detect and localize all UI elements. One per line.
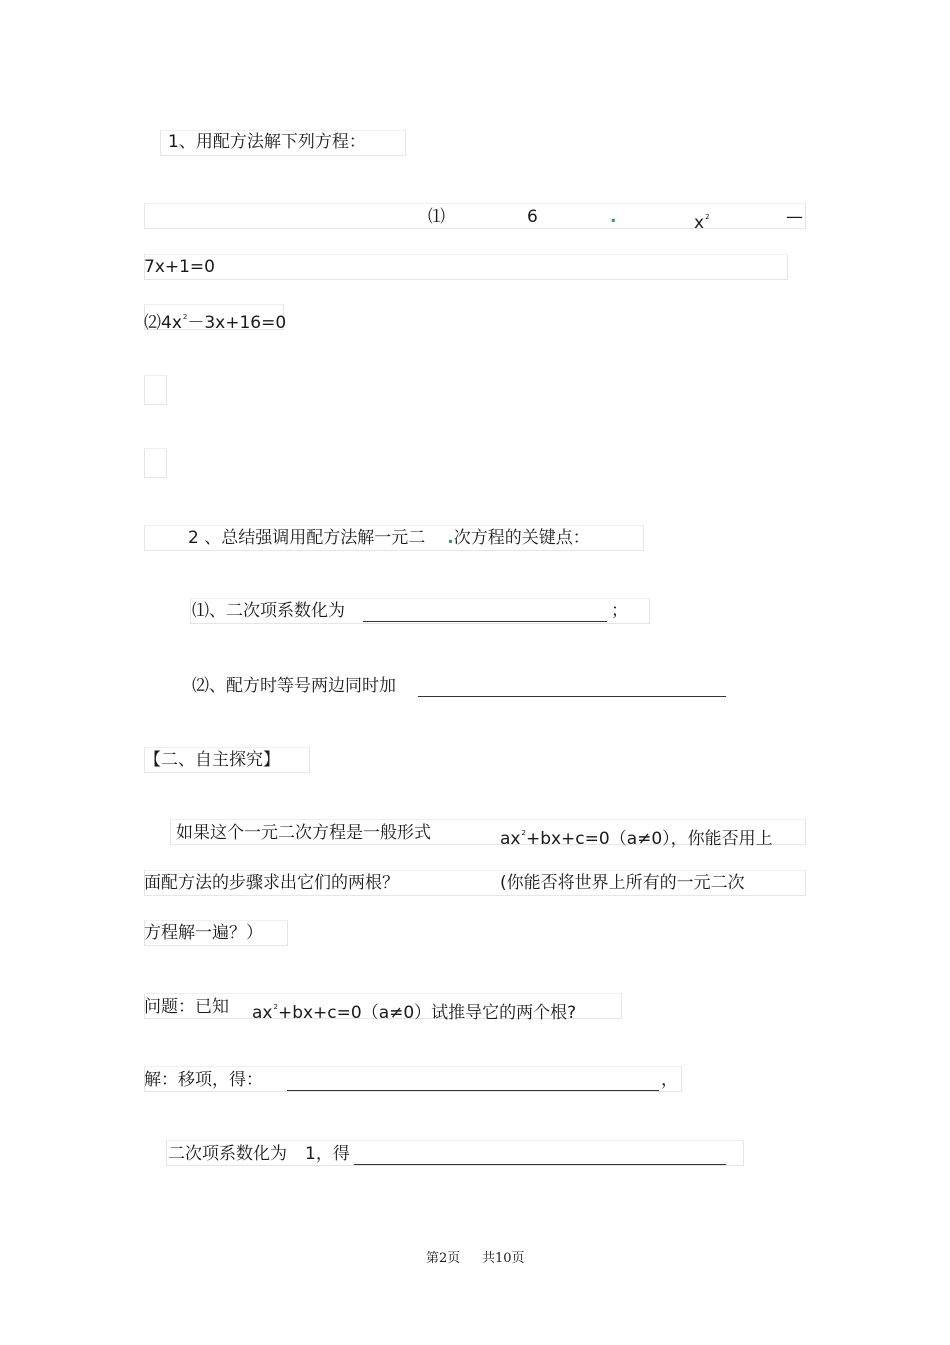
q2-title: 2 、总结强调用配方法解一元二 .次方程的关键点： — [188, 528, 590, 548]
q1-part1-coef: 6 — [527, 207, 538, 227]
solution-b-blank[interactable] — [354, 1144, 726, 1165]
q1-part1-x: $x^2$ — [694, 213, 710, 233]
q1-part2: $⑵4x^2-3x+16=0$ — [144, 313, 287, 333]
footer-page: 第2页 — [426, 1251, 461, 1266]
q2-item1-blank[interactable] — [363, 601, 607, 622]
q1-part1-cont: 7x+1=0 — [144, 257, 215, 277]
solution-a: 解：移项，得： ， — [144, 1070, 678, 1090]
q1-part1-label: ⑴ — [428, 207, 445, 227]
q1-part1-dot: . — [610, 207, 617, 227]
para-line2-a: 面配方法的步骤求出它们的两根？ — [144, 873, 399, 893]
para-line1-b: $ax^2+bx+c=0(a\ne 0)$，你能否用上 — [500, 829, 773, 849]
para-line1-a: 如果这个一元二次方程是一般形式 — [176, 823, 431, 843]
solution-b: 二次项系数化为 1，得 — [168, 1143, 726, 1165]
q2-item2: ⑵、配方时等号两边同时加 — [192, 675, 726, 697]
q1-title: 1、用配方法解下列方程： — [168, 132, 366, 152]
blank-box-1 — [144, 375, 167, 405]
q2-item2-blank[interactable] — [418, 676, 726, 697]
problem-b: $ax^2+bx+c=0(a\ne 0)$试推导它的两个根? — [252, 1003, 577, 1023]
blank-box-2 — [144, 448, 167, 478]
q1-part1-minus: — — [786, 207, 803, 227]
footer-total: 共10页 — [482, 1251, 525, 1266]
para-line2-b: (你能否将世界上所有的一元二次 — [500, 873, 745, 893]
q1-line2-box — [144, 254, 788, 280]
problem-a: 问题：已知 — [144, 997, 229, 1017]
solution-a-blank[interactable] — [287, 1070, 659, 1091]
para-line3: 方程解一遍？） — [144, 923, 263, 943]
section-heading: 【二、自主探究】 — [144, 750, 280, 770]
q2-item1: ⑴、二次项系数化为 ； — [192, 601, 628, 621]
